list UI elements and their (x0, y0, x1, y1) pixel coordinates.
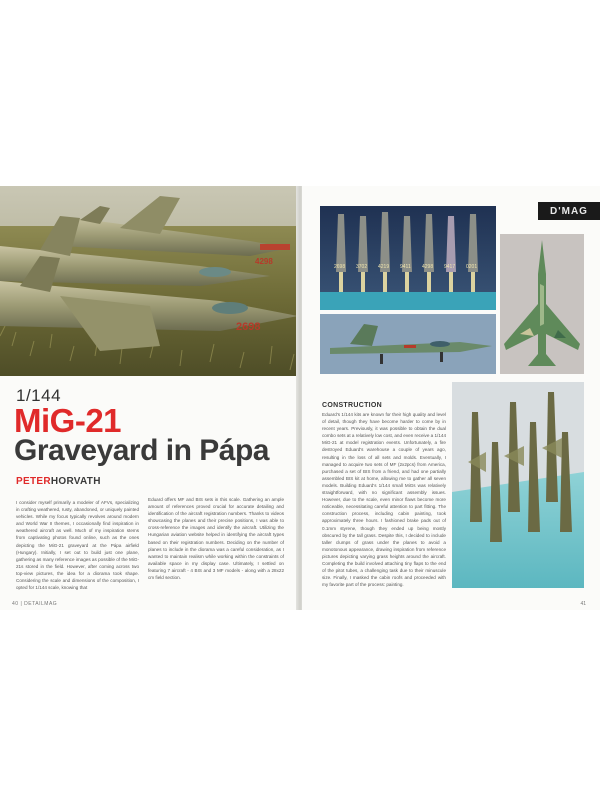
painted-base-image (452, 382, 584, 588)
top-view-image (500, 234, 584, 374)
magazine-spread (0, 186, 600, 610)
photo-side-view (320, 314, 496, 374)
body-text-column-2: Eduard offers MF and BIS sets in this scale. Gathering an ample amount of references proved crucial for accurate detailing and identification of the aircraft registration numbers. Thanks to videos showcasing the planes and their precise positions, I was able to cross-reference the images and identify the aircraft. Utilizing the Hungarian aviation website helped in identifying the aircraft types based on their registration numbers. Deciding on the number of planes to include in the diorama was a careful consideration, as I wanted to maintain realism while working within the constraints of available space in my display case. Ultimately, I settled on featuring 7 aircraft - 4 BIS and 3 MF models - along with a 28x22 cm field section. (148, 497, 284, 581)
display-tag-3: 4219 (378, 264, 390, 270)
author-first-name: PETER (16, 476, 51, 487)
models-display-image (320, 206, 496, 310)
photo-top-view-camo (500, 234, 584, 374)
hero-serial-back: 4298 (255, 257, 273, 266)
display-tag-7: 0201 (466, 264, 478, 270)
page-folio-right: 41 (580, 601, 586, 607)
photo-painted-base (452, 382, 584, 588)
display-tag-1: 2698 (334, 264, 346, 270)
magazine-logo: D'MAG (538, 202, 600, 220)
body-text-column-1: I consider myself primarily a modeler of AFVs, specializing in crafting weathered, rusty, abandoned, or uniquely painted vehicles. While my focus typically revolves around modern and World War II themes, I occasionally find inspiration in weathered aircraft as well. Much of my inspiration stems from captivating photos found online, such as the ones depicting the MiG-21 graveyard at the Pápa airfield (Hungary). Initially, I set out to build just one plane, gathering as many reference images as possible of the MiG-21s stored in the field. However, after coming across two top-view pictures, the idea for a diorama took shape. Considering the scale and dimensions of the composition, I opted for 1/144 scale, knowing that (16, 500, 139, 591)
display-tag-5: 4298 (422, 264, 434, 270)
right-page (302, 186, 600, 610)
article-title-line2: Graveyard in Pápa (14, 434, 269, 467)
hero-serial-front: 2698 (236, 321, 261, 333)
section-heading-construction: CONSTRUCTION (322, 402, 382, 409)
photo-models-on-stands (320, 206, 496, 310)
page-folio-left: 40 | DETAILMAG (12, 601, 58, 607)
hero-photo-diorama (0, 186, 298, 376)
mig21-diorama-image (0, 186, 298, 376)
article-title-line1: MiG-21 (14, 402, 122, 439)
body-text-column-3: Eduard's 1/144 kits are known for their high quality and level of detail, though they have become harder to come by in recent years. Previously, it was possible to obtain the dual combo sets at a relatively low cost, and even receive a 1/144 MiG-21 at model registration events. Unfortunately, a fire destroyed Eduard's warehouse a couple of years ago, resulting in the loss of all sets and molds. Eventually, I managed to acquire two sets of MF (2x2pcs) from America, purchased a set of BIS from a friend, and had one partially assembled BIS kit at home, allowing me to gather all seven models. Building Eduard's 1/144 small MiGs was relatively straightforward, with no significant assembly issues. However, due to the scale, even minor flaws become more noticeable, necessitating careful attention to part fitting. The construction process, including cabin painting, took approximately three hours. I fashioned brake pads out of 0.1mm styrene, though they ended up being mostly obscured by the tall grass. Despite this, I decided to include taller clumps of grass under the planes to avoid a monotonous appearance, drawing inspiration from reference pictures depicting varying grass heights around the aircraft. Completing the build involved attaching tiny flaps to the end of the pitot tubes, a challenging task due to their minuscule size. Finally, I masked the cabin roofs and proceeded with my favorite part of the process: painting. (322, 412, 446, 588)
author-byline (16, 476, 101, 487)
author-last-name: HORVATH (50, 476, 101, 487)
side-view-image (320, 314, 496, 374)
display-tag-2: 3702 (356, 264, 368, 270)
left-page (0, 186, 298, 610)
display-tag-4: 9411 (400, 264, 411, 270)
article-series-scale: 1/144 (16, 386, 62, 405)
display-tag-6: 9417 (444, 264, 456, 270)
